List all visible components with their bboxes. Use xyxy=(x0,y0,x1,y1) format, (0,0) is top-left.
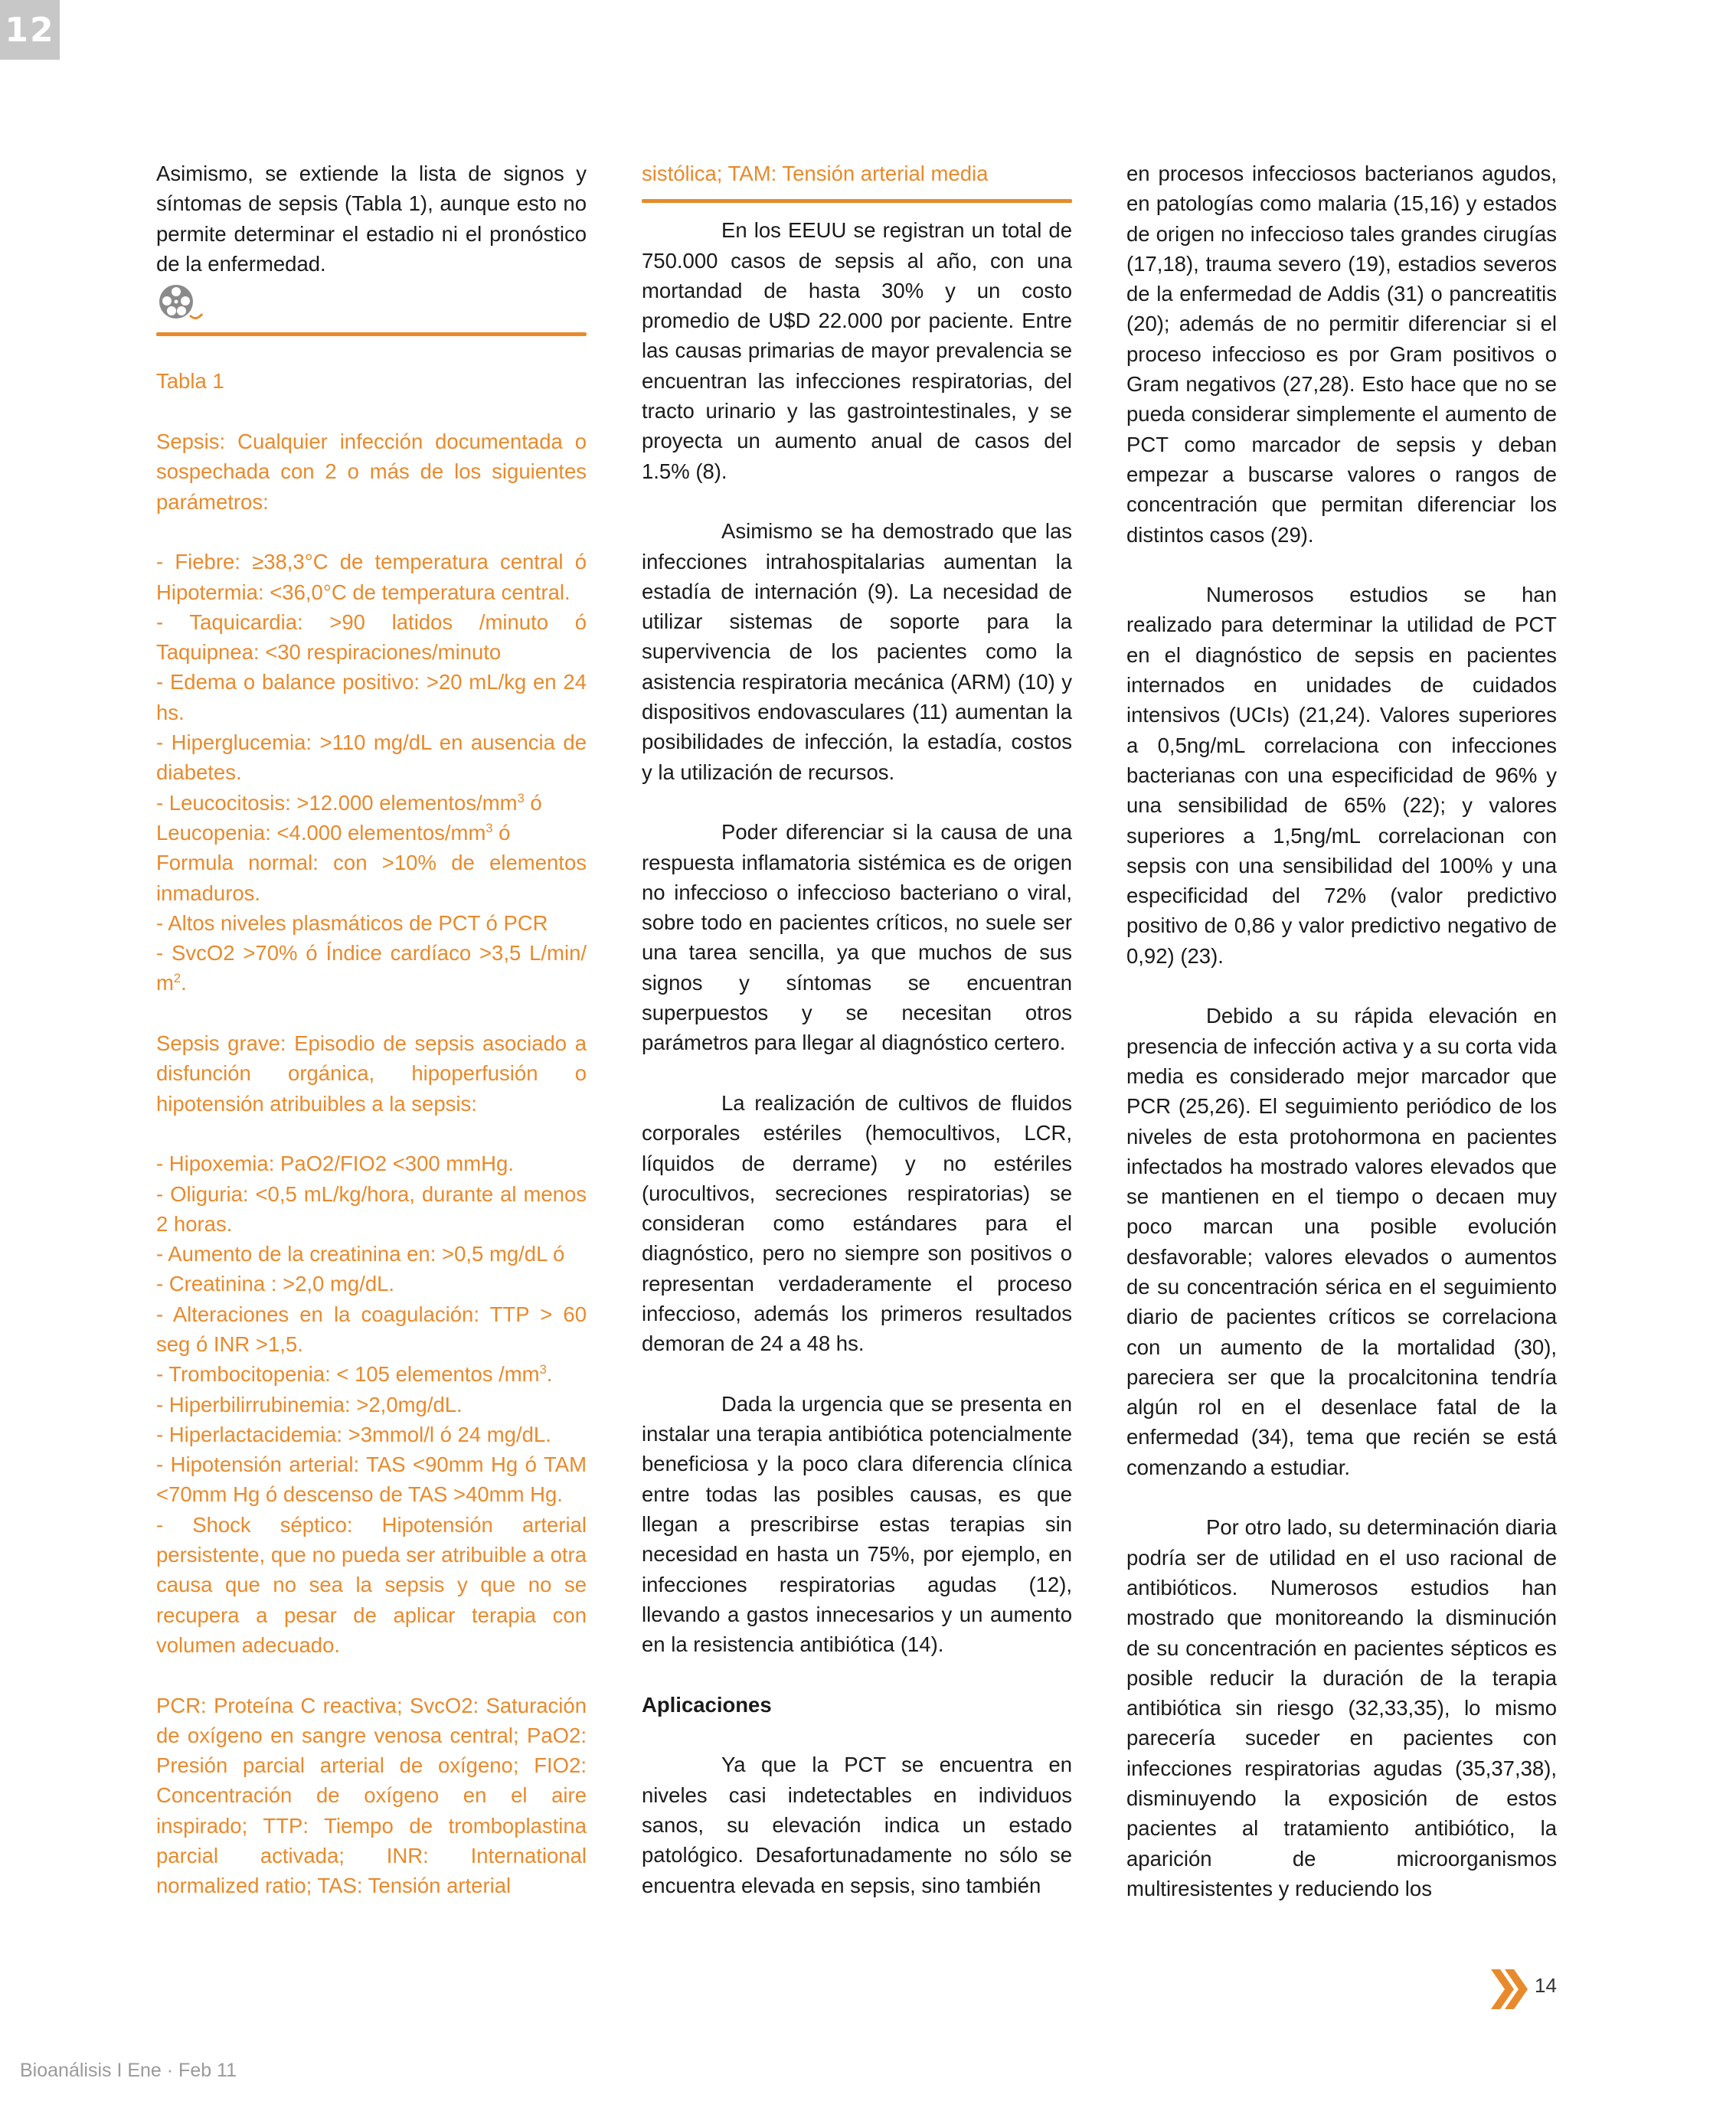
list-item-text: - SvcO2 >70% ó Índice cardíaco >3,5 L/min/ m xyxy=(156,941,587,995)
body-paragraph: Por otro lado, su determinación diaria podría ser de utilidad en el uso racional de antibióticos. Numerosos estudios han mostrado que monitoreando la disminución de su concentración en pacientes sépticos es posible reducir la duración de la terapia antibiótica sin riesgo (32,33,35), lo mismo parecería suceder en pacientes con infecciones respiratorias agudas (35,37,38), disminuyendo la exposición de estos pacientes al tratamiento antibiótico, la aparición de microorganismos multiresistentes y reduciendo los xyxy=(1126,1515,1557,1900)
publication-footer: Bioanálisis I Ene · Feb 11 xyxy=(20,2060,237,2081)
list-item-text: Leucopenia: <4.000 elementos/mm xyxy=(156,820,486,845)
list-item: Formula normal: con >10% de elementos inmaduros. xyxy=(156,851,587,905)
left-column xyxy=(156,158,587,1901)
superscript: 3 xyxy=(517,791,525,805)
section-heading: Aplicaciones xyxy=(642,1692,772,1717)
body-paragraph: Poder diferenciar si la causa de una respuesta inflamatoria sistémica es de origen no infeccioso o infeccioso bacteriano o viral, sobre todo en pacientes críticos, no suele ser una tarea sencilla, ya que muchos de sus signos y síntomas se encuentran superpuestos y se necesitan otros parámetros para llegar al diagnóstico certero. xyxy=(642,820,1072,1055)
list-item: - Hiperlactacidemia: >3mmol/l ó 24 mg/dL. xyxy=(156,1422,551,1446)
list-item-text: . xyxy=(546,1362,553,1387)
list-item: - Taquicardia: >90 latidos /minuto ó Taquipnea: <30 respiraciones/minuto xyxy=(156,609,587,665)
body-paragraph: Dada la urgencia que se presenta en instalar una terapia antibiótica potencialmente beneficiosa y la poco clara diferencia clínica entre todas las posibles causas, es que llegan a prescribirse estas terapias sin necesidad en hasta un 75%, por ejemplo, en infecciones respiratorias agudas (12), llevando a gastos innecesarios y un aumento en la resistencia antibiótica (14). xyxy=(642,1391,1072,1657)
abbreviations-note: PCR: Proteína C reactiva; SvcO2: Saturación de oxígeno en sangre venosa central; PaO2: Presión parcial arterial de oxígeno; FIO2: Concentración de oxígeno en el aire inspirado; TTP: Tiempo de tromboplastina parcial activada; INR: International normalized ratio; TAS: Tensión arterial xyxy=(156,1693,587,1898)
body-paragraph: Numerosos estudios se han realizado para determinar la utilidad de PCT en el diagnóstico de sepsis en pacientes internados en unidades de cuidados intensivos (UCIs) (21,24). Valores superiores a 0,5ng/mL correlaciona con infecciones bacterianas con una especificidad de 96% y una sensibilidad de 65% (22); y valores superiores a 1,5ng/mL correlacionan con sepsis con una sensibilidad del 100% y una especificidad del 72% (valor predictivo positivo de 0,86 y valor predictivo negativo de 0,92) (23). xyxy=(1126,583,1557,968)
body-paragraph: En los EEUU se registran un total de 750.000 casos de sepsis al año, con una mortandad de hasta 30% y un costo promedio de U$D 22.000 por paciente. Entre las causas primarias de mayor prevalencia se encuentran las infecciones respiratorias, del tracto urinario y las gastrointestinales, y se proyecta un aumento anual de casos del 1.5% (8). xyxy=(642,218,1072,483)
list-item xyxy=(156,788,587,818)
double-chevron-icon xyxy=(1489,1968,1532,2011)
page-number: 14 xyxy=(1535,1974,1557,1997)
list-item: - Hipotensión arterial: TAS <90mm Hg ó TAM <70mm Hg ó descenso de TAS >40mm Hg. xyxy=(156,1452,587,1507)
body-paragraph: en procesos infecciosos bacterianos agudos, en patologías como malaria (15,16) y estados de origen no infeccioso tales grandes cirugías (17,18), trauma severo (19), estadios severos de la enfermedad de Addis (31) o pancreatitis (20); además de no permitir diferenciar si el proceso infeccioso es por Gram positivos o Gram negativos (27,28). Esto hace que no se pueda considerar simplemente el aumento de PCT como marcador de sepsis y deban empezar a buscarse valores o rangos de concentración que permitan diferenciar los distintos casos (29). xyxy=(1126,162,1557,547)
superscript: 3 xyxy=(539,1363,547,1377)
list-item-text: . xyxy=(181,971,187,995)
list-item: - Hiperglucemia: >110 mg/dL en ausencia de diabetes. xyxy=(156,730,587,785)
list-item xyxy=(156,938,587,998)
list-item-text: - Leucocitosis: >12.000 elementos/mm xyxy=(156,790,518,815)
list-item-text: ó xyxy=(524,790,542,815)
list-item: - Hipoxemia: PaO2/FIO2 <300 mmHg. xyxy=(156,1152,514,1176)
body-paragraph: La realización de cultivos de fluidos corporales estériles (hemocultivos, LCR, líquidos de derrame) y no estériles (urocultivos, secreciones respiratorias) se consideran como estándares para el diagnóstico, pero no siempre son positivos o representan verdaderamente el proceso infeccioso, además los primeros resultados demoran de 24 a 48 hs. xyxy=(642,1090,1072,1356)
list-item: - Fiebre: ≥38,3°C de temperatura central ó Hipotermia: <36,0°C de temperatura central. xyxy=(156,550,587,604)
superscript: 3 xyxy=(485,821,493,835)
list-item: - Alteraciones en la coagulación: TTP > 60 seg ó INR >1,5. xyxy=(156,1302,587,1356)
table-title: Tabla 1 xyxy=(156,369,224,394)
sepsis-criteria-list xyxy=(156,547,587,998)
table-bottom-rule xyxy=(642,199,1072,203)
abbreviations-note-continued: sistólica; TAM: Tensión arterial media xyxy=(642,162,989,185)
list-item-text: ó xyxy=(492,820,511,845)
sepsis-definition: Sepsis: Cualquier infección documentada o sospechada con 2 o más de los siguientes parámetros: xyxy=(156,430,587,514)
film-reel-icon xyxy=(156,282,205,325)
right-column xyxy=(1126,158,1557,1903)
list-item: - Edema o balance positivo: >20 mL/kg en 24 hs. xyxy=(156,670,587,724)
list-item xyxy=(156,1359,587,1389)
body-paragraph: Ya que la PCT se encuentra en niveles casi indetectables en individuos sanos, su elevación indica un estado patológico. Desafortunadamente no sólo se encuentra elevada en sepsis, sino también xyxy=(642,1753,1072,1897)
list-item: - Shock séptico: Hipotensión arterial persistente, que no pueda ser atribuible a otra causa que no sea la sepsis y que no se recupera a pesar de aplicar terapia con volumen adecuado. xyxy=(156,1512,587,1657)
list-item: - Oliguria: <0,5 mL/kg/hora, durante al menos 2 horas. xyxy=(156,1181,587,1236)
body-paragraph: Asimismo se ha demostrado que las infecciones intrahospitalarias aumentan la estadía de internación (9). La necesidad de utilizar sistemas de soporte para la supervivencia de los pacientes como la asistencia respiratoria mecánica (ARM) (10) y dispositivos endovasculares (11) aumentan la posibilidades de infección, la estadía, costos y la utilización de recursos. xyxy=(642,519,1072,784)
list-item: - Aumento de la creatinina en: >0,5 mg/dL ó xyxy=(156,1242,565,1266)
severe-sepsis-definition: Sepsis grave: Episodio de sepsis asociado a disfunción orgánica, hipoperfusión o hipotensión atribuibles a la sepsis: xyxy=(156,1031,587,1116)
page-tab-number: 12 xyxy=(0,0,60,60)
superscript: 2 xyxy=(173,972,181,986)
middle-column xyxy=(642,158,1072,1900)
intro-paragraph: Asimismo, se extiende la lista de signos y síntomas de sepsis (Tabla 1), aunque esto no permite determinar el estadio ni el pronóstico de la enfermedad. xyxy=(156,162,587,276)
list-item-text: - Trombocitopenia: < 105 elementos /mm xyxy=(156,1362,540,1387)
list-item: - Altos niveles plasmáticos de PCT ó PCR xyxy=(156,910,548,935)
body-paragraph: Debido a su rápida elevación en presencia de infección activa y a su corta vida media es considerado mejor marcador que PCR (25,26). El seguimiento periódico de los niveles de esta protohormona en pacientes infectados ha mostrado valores elevados que se mantienen en el tiempo o decaen muy poco marcan una posible evolución desfavorable; valores elevados o aumentos de su concentración sérica en el seguimiento diario de pacientes críticos se correlaciona con un aumento de la mortalidad (30), pareciera ser que la procalcitonina tendría algún rol en el desenlace fatal de la enfermedad (34), tema que recién se está comenzando a estudiar. xyxy=(1126,1004,1557,1479)
list-item xyxy=(156,818,587,848)
severe-sepsis-criteria-list xyxy=(156,1149,587,1660)
list-item: - Creatinina : >2,0 mg/dL. xyxy=(156,1272,395,1296)
list-item: - Hiperbilirrubinemia: >2,0mg/dL. xyxy=(156,1392,463,1416)
